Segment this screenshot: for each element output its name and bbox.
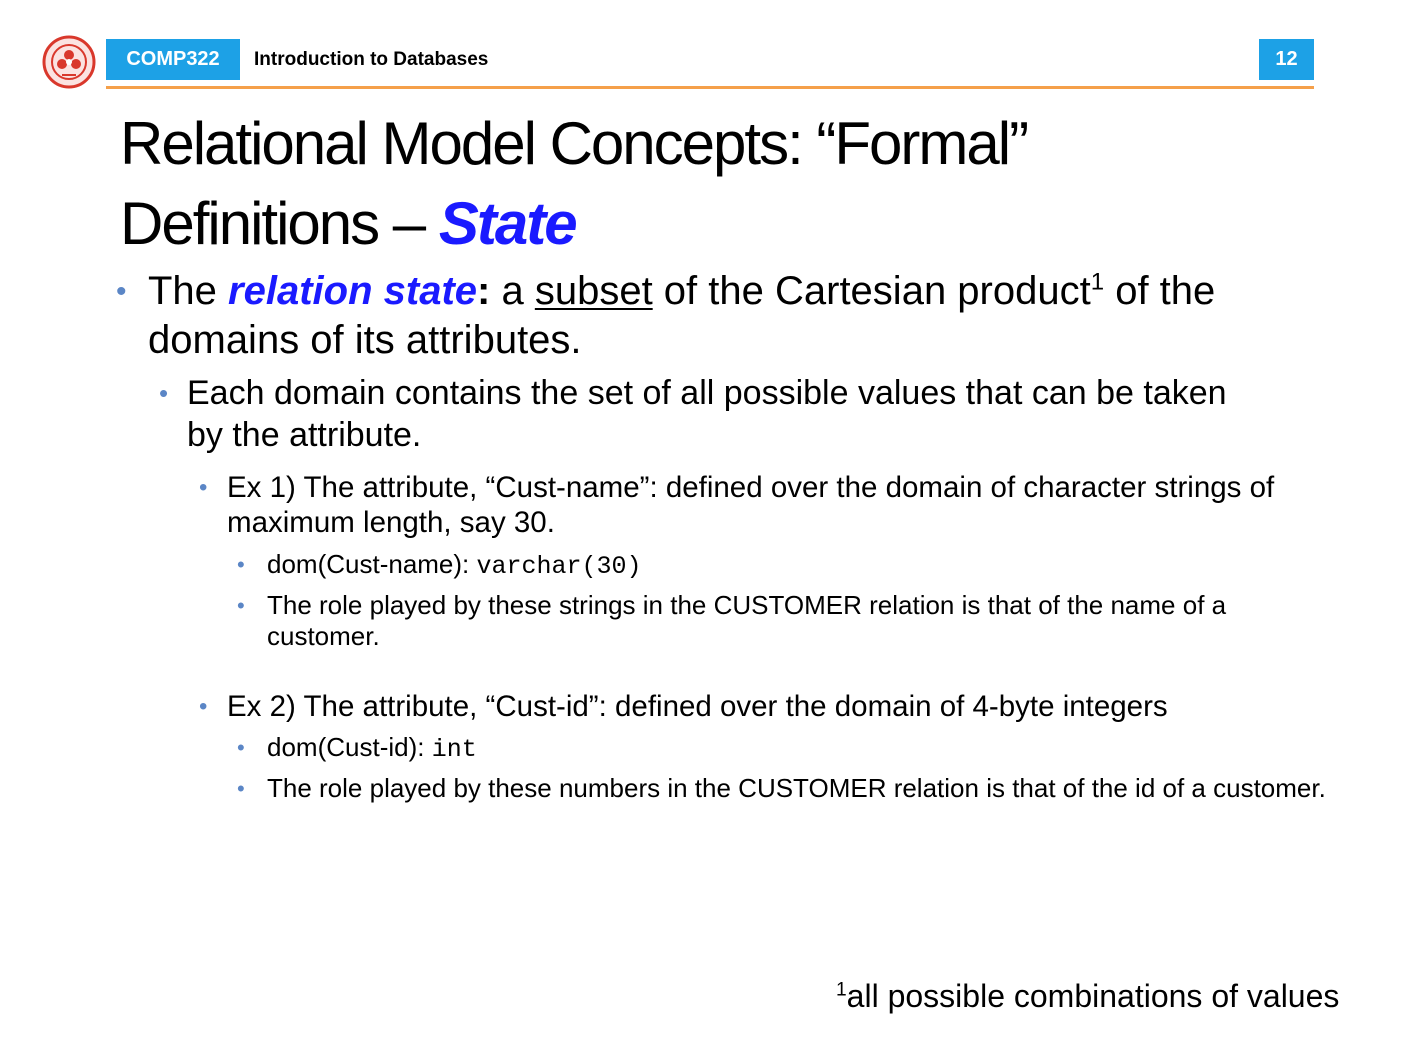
bullet-dot-icon: • [237, 593, 245, 618]
bullet-example-1-role [237, 590, 1337, 652]
example-2-dom-label: dom(Cust-id): [267, 732, 432, 762]
underlined-subset: subset [534, 269, 653, 313]
term-relation-state: relation state [228, 269, 478, 313]
bullet-dot-icon: • [199, 693, 208, 720]
title-accent-state: State [438, 190, 576, 257]
example-2-role-text: The role played by these numbers in the CUSTOMER relation is that of the id of a customer. [267, 773, 1326, 803]
page-number-badge [1259, 39, 1314, 80]
course-title: Introduction to Databases [254, 49, 489, 70]
bullet-example-1 [199, 470, 1307, 540]
bullet-dot-icon: • [116, 275, 127, 308]
example-1-text: Ex 1) The attribute, “Cust-name”: defined over the domain of character strings of maximum length, say 30. [227, 471, 1275, 539]
footnote-text: all possible combinations of values [846, 978, 1340, 1014]
bullet-text-mid: a [490, 269, 535, 313]
bullet-text-tail: of the domains of its attributes. [148, 269, 1216, 362]
term-colon: : [477, 269, 491, 313]
course-code: COMP322 [126, 48, 220, 70]
example-2-text: Ex 2) The attribute, “Cust-id”: defined over the domain of 4-byte integers [227, 690, 1168, 723]
example-1-role-text: The role played by these strings in the CUSTOMER relation is that of the name of a customer. [267, 590, 1227, 651]
bullet-dot-icon: • [237, 735, 245, 760]
example-1-dom-label: dom(Cust-name): [267, 549, 477, 579]
bullet-dot-icon: • [199, 474, 208, 501]
bullet-example-2-role [237, 773, 1337, 804]
bullet-example-2-dom [237, 732, 1337, 765]
bullet-example-1-dom [237, 549, 1337, 582]
bullet-example-2 [199, 689, 1307, 724]
bullet-domain-text: Each domain contains the set of all possible values that can be taken by the attribute. [187, 374, 1227, 454]
bullet-relation-state [116, 267, 1298, 365]
page-number: 12 [1275, 48, 1298, 70]
footnote-marker: 1 [836, 979, 847, 1001]
footnote [836, 976, 1339, 1016]
bullet-domain-definition [159, 372, 1267, 456]
footnote-ref: 1 [1090, 268, 1105, 296]
bullet-text-lead: The [148, 269, 229, 313]
header-divider [106, 86, 1314, 89]
bullet-text-rest: of the Cartesian product [652, 269, 1091, 313]
bullet-dot-icon: • [159, 378, 169, 408]
bullet-dot-icon: • [237, 552, 245, 577]
example-2-dom-code: int [431, 735, 477, 764]
example-1-dom-code: varchar(30) [476, 552, 642, 581]
university-seal-icon [42, 35, 106, 89]
title-line-2-prefix: Definitions – [120, 190, 439, 257]
title-line-1: Relational Model Concepts: “Formal” [120, 110, 1028, 177]
course-code-badge [106, 39, 240, 80]
slide-title [120, 104, 1320, 264]
bullet-dot-icon: • [237, 776, 245, 801]
